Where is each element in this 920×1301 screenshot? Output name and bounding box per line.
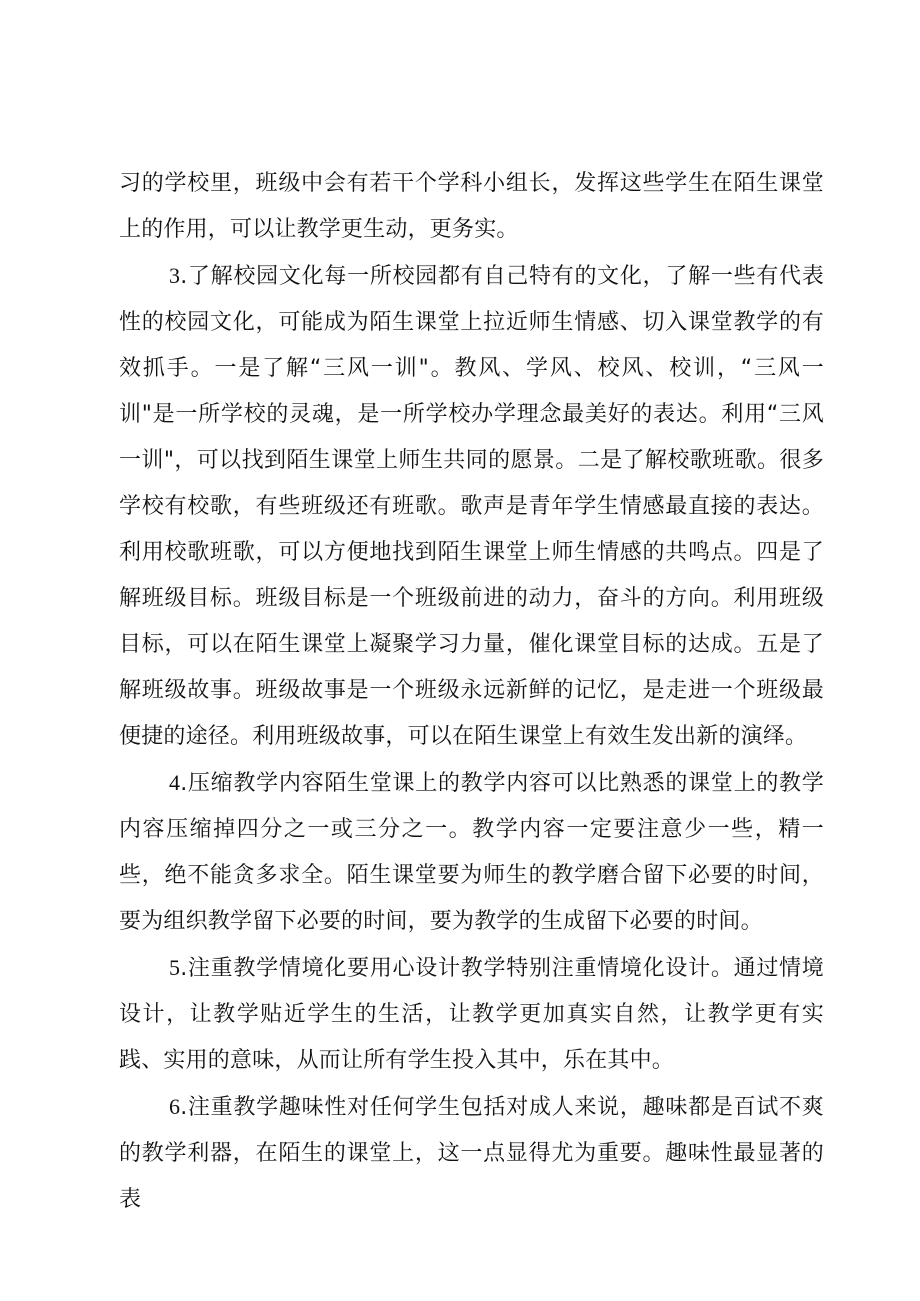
paragraph-text: .注重教学趣味性对任何学生包括对成人来说，趣味都是百试不爽的教学利器，在陌生的课堂上，这一点显得尤为重要。趣味性最显著的表 [119, 1095, 824, 1212]
paragraph-number: 6 [169, 1094, 181, 1119]
paragraph-item-4 [119, 760, 824, 945]
paragraph-item-3 [119, 253, 824, 760]
paragraph-text: .注重教学情境化要用心设计教学特别注重情境化设计。通过情境设计，让教学贴近学生的生活，让教学更加真实自然，让教学更有实践、实用的意味，从而让所有学生投入其中，乐在其中。 [119, 956, 824, 1073]
paragraph-text: 习的学校里，班级中会有若干个学科小组长，发挥这些学生在陌生课堂上的作用，可以让教学更生动，更务实。 [119, 171, 824, 242]
paragraph-number: 5 [169, 955, 181, 980]
paragraph-continuation [119, 161, 824, 253]
paragraph-item-5 [119, 945, 824, 1084]
paragraph-text: .压缩教学内容陌生堂课上的教学内容可以比熟悉的课堂上的教学内容压缩掉四分之一或三分之一。教学内容一定要注意少一些，精一些，绝不能贪多求全。陌生课堂要为师生的教学磨合留下必要的时间，要为组织教学留下必要的时间，要为教学的生成留下必要的时间。 [119, 771, 824, 934]
paragraph-number: 4 [169, 770, 181, 795]
paragraph-item-6 [119, 1084, 824, 1223]
paragraph-number: 3 [169, 263, 181, 288]
paragraph-text: .了解校园文化每一所校园都有自己特有的文化，了解一些有代表性的校园文化，可能成为陌生课堂上拉近师生情感、切入课堂教学的有效抓手。一是了解“三风一训"。教风、学风、校风、校训，“三风一训"是一所学校的灵魂，是一所学校办学理念最美好的表达。利用“三风一训"，可以找到陌生课堂上师生共同的愿景。二是了解校歌班歌。很多学校有校歌，有些班级还有班歌。歌声是青年学生情感最直接的表达。利用校歌班歌，可以方便地找到陌生课堂上师生情感的共鸣点。四是了解班级目标。班级目标是一个班级前进的动力，奋斗的方向。利用班级目标，可以在陌生课堂上凝聚学习力量，催化课堂目标的达成。五是了解班级故事。班级故事是一个班级永远新鲜的记忆，是走进一个班级最便捷的途径。利用班级故事，可以在陌生课堂上有效生发出新的演绎。 [119, 264, 824, 749]
